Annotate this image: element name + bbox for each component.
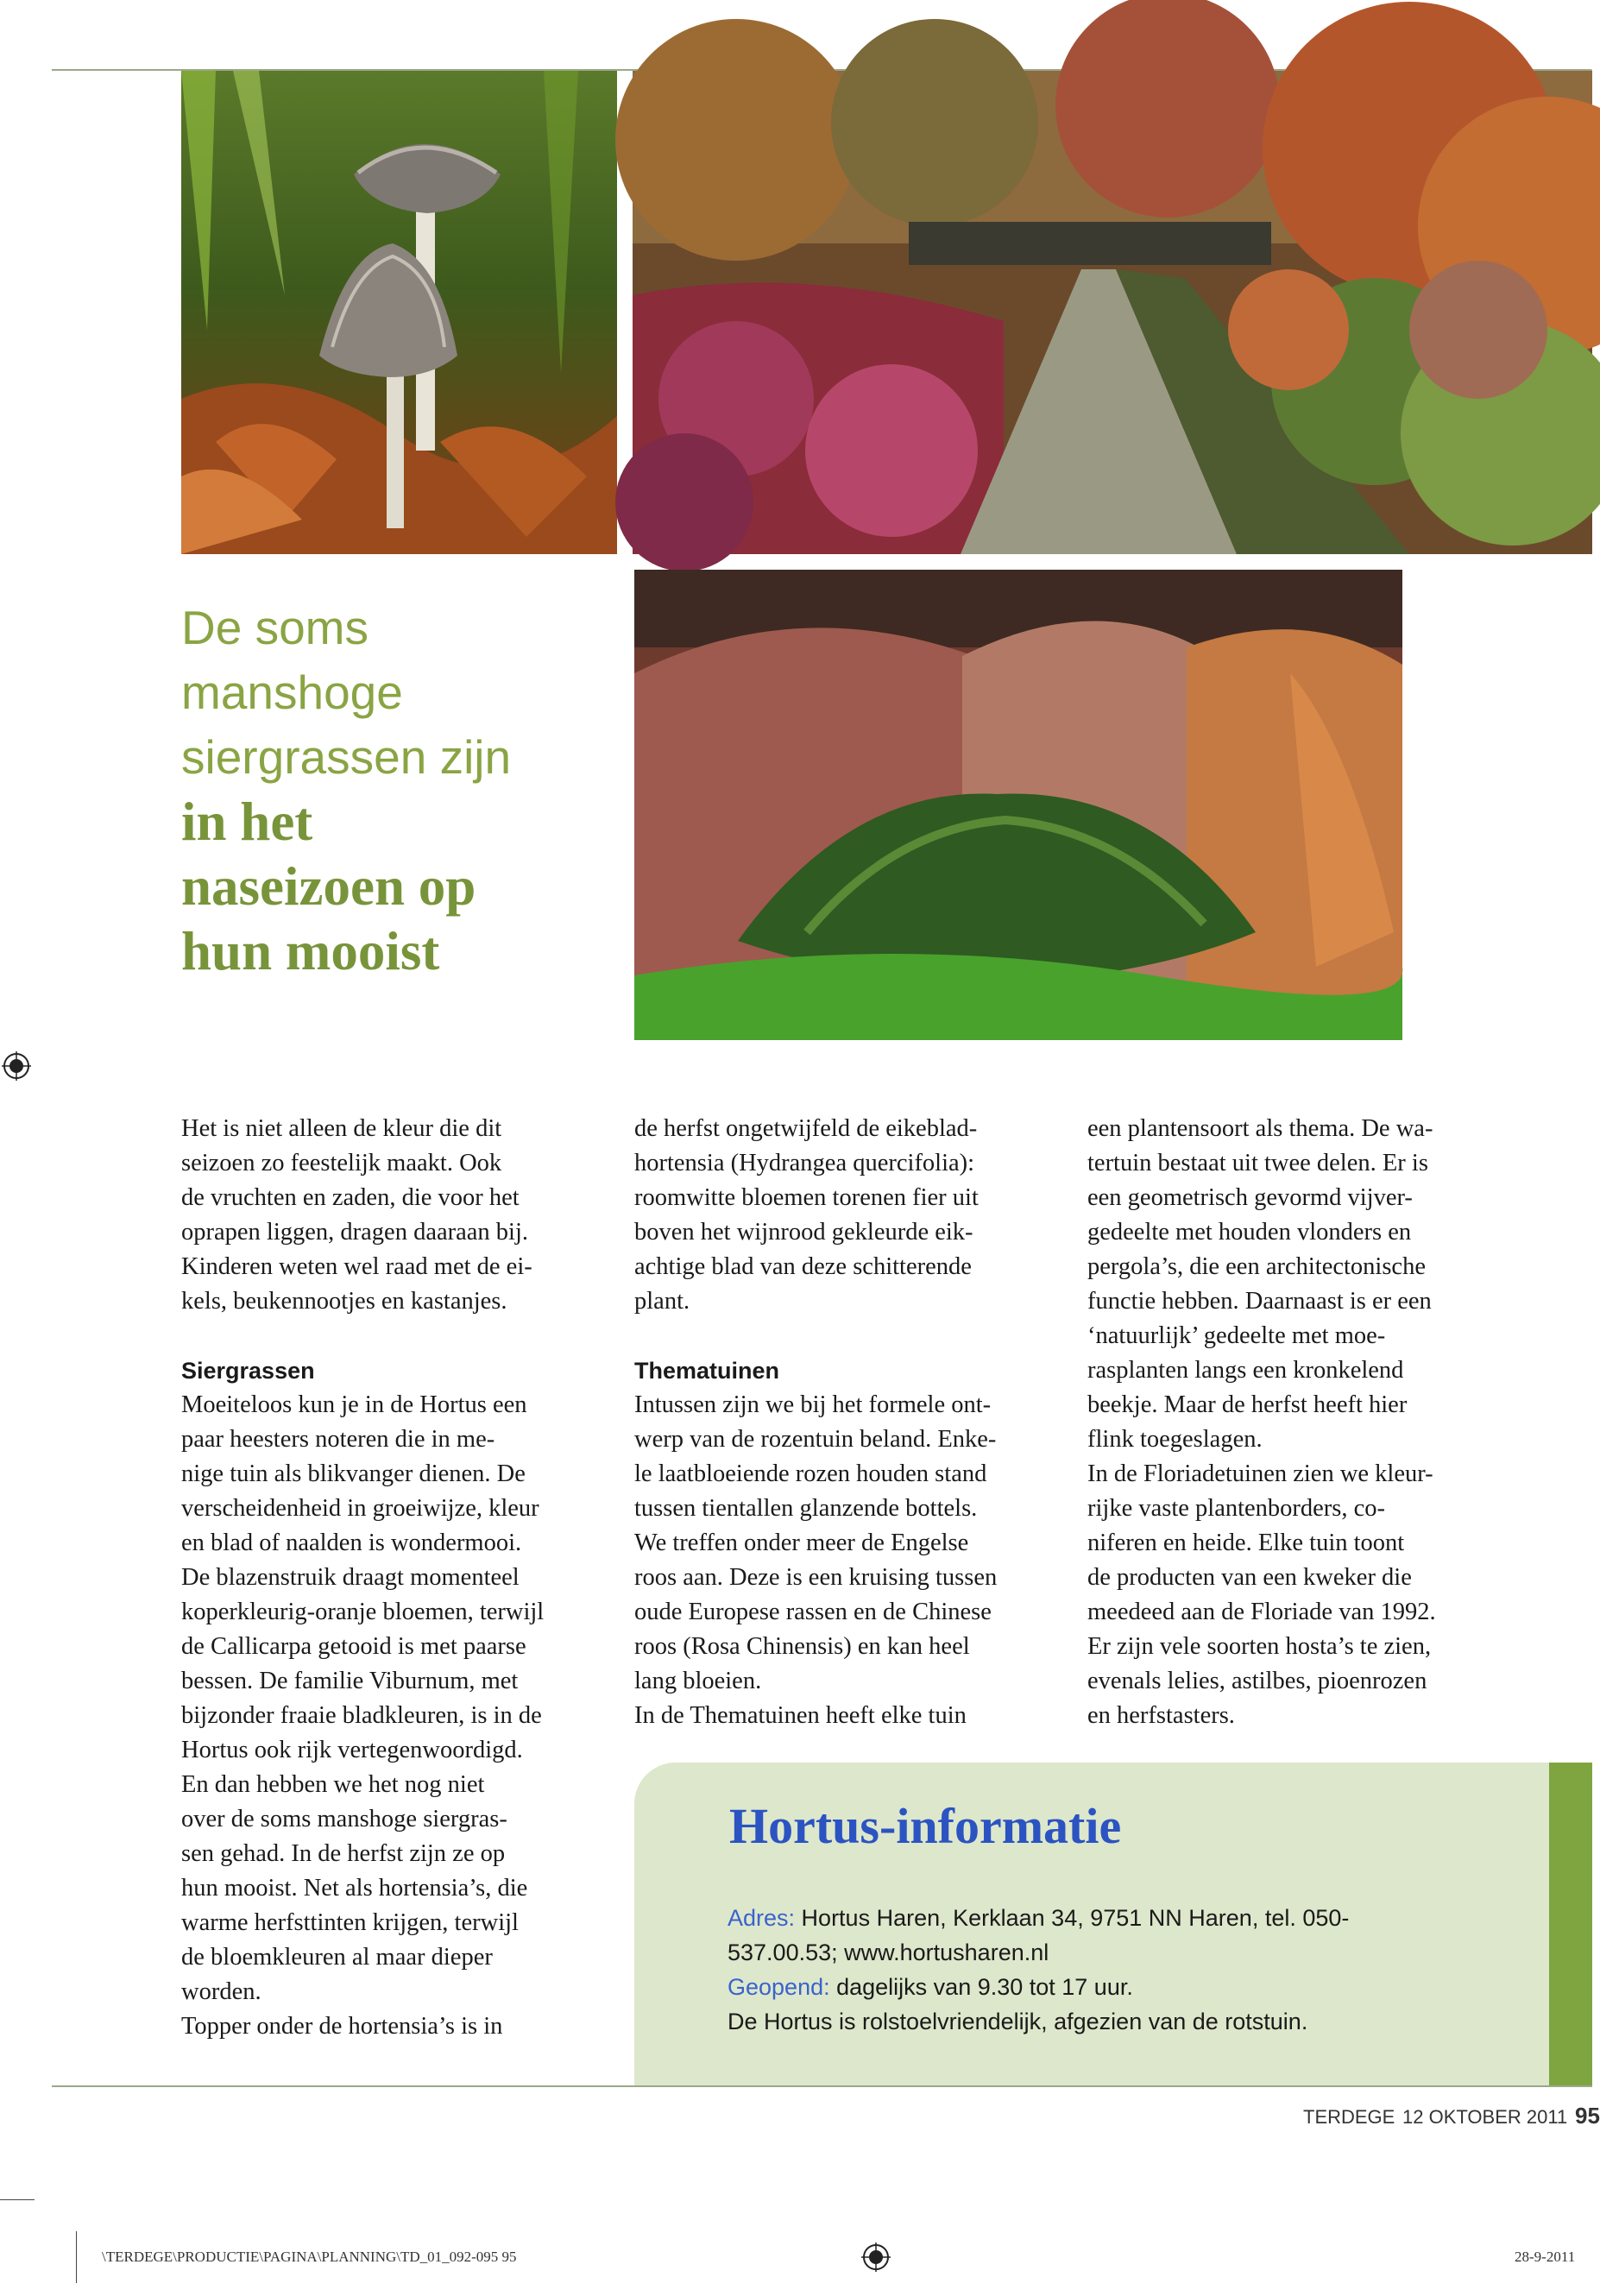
text-line: boven het wijnrood gekleurde eik- [634, 1219, 973, 1246]
text-line: In de Thematuinen heeft elke tuin [634, 1702, 967, 1729]
text-line: de producten van een kweker die [1087, 1564, 1412, 1591]
text-line: seizoen zo feestelijk maakt. Ook [181, 1150, 502, 1176]
bottom-rule [52, 2085, 1592, 2087]
text-line: rasplanten langs een kronkelend [1087, 1357, 1404, 1384]
text-line: en herfstasters. [1087, 1702, 1235, 1729]
text-line: oude Europese rassen en de Chinese [634, 1599, 992, 1625]
text-line: rijke vaste plantenborders, co- [1087, 1495, 1386, 1522]
text-line: hortensia (Hydrangea quercifolia): [634, 1150, 975, 1176]
text-line: werp van de rozentuin beland. Enke- [634, 1426, 997, 1453]
text-line: Het is niet alleen de kleur die dit [181, 1115, 502, 1142]
page-number: 95 [1575, 2103, 1600, 2129]
crop-mark [0, 2199, 35, 2200]
text-line: de Callicarpa getooid is met paarse [181, 1633, 526, 1660]
text-line: Er zijn vele soorten hosta’s te zien, [1087, 1633, 1432, 1660]
info-address-line [728, 1901, 1418, 1935]
slug-path: \TERDEGE\PRODUCTIE\PAGINA\PLANNING\TD_01_092-095 95 [102, 2249, 517, 2265]
text-line: warme herfsttinten krijgen, terwijl [181, 1909, 519, 1936]
text-line: niferen en heide. Elke tuin toont [1087, 1530, 1405, 1556]
text-line: lang bloeien. [634, 1668, 762, 1694]
text-line: bijzonder fraaie bladkleuren, is in de [181, 1702, 542, 1729]
text-line: tussen tientallen glanzende bottels. [634, 1495, 978, 1522]
text-line: functie hebben. Daarnaast is er een [1087, 1288, 1432, 1315]
pull-quote-line: in het [181, 792, 313, 852]
open-text: dagelijks van 9.30 tot 17 uur. [829, 1974, 1133, 2000]
address-label: Adres: [728, 1905, 796, 1931]
grasses-photo [634, 570, 1402, 1040]
text-line: roos aan. Deze is een kruising tussen [634, 1564, 998, 1591]
text-line: Intussen zijn we bij het formele ont- [634, 1391, 992, 1418]
info-address-line-2: 537.00.53; www.hortusharen.nl [728, 1940, 1049, 1965]
article-column-1 [181, 1112, 604, 2044]
text-line: plant. [634, 1288, 690, 1315]
pull-quote-line: De soms [181, 601, 369, 654]
slug-date: 28-9-2011 [1515, 2249, 1576, 2265]
text-line: een geometrisch gevormd vijver- [1087, 1184, 1413, 1211]
text-line: sen gehad. In de herfst zijn ze op [181, 1840, 506, 1867]
garden-path-photo [633, 71, 1592, 554]
text-line: Topper onder de hortensia’s is in [181, 2013, 503, 2040]
registration-mark-icon [861, 2242, 891, 2272]
text-line: pergola’s, die een architectonische [1087, 1253, 1426, 1280]
article-paragraph [1087, 1112, 1510, 1733]
info-box-title: Hortus-informatie [729, 1798, 1122, 1854]
article-paragraph [634, 1388, 1057, 1733]
text-line: de vruchten en zaden, die voor het [181, 1184, 520, 1211]
text-line: In de Floriadetuinen zien we kleur- [1087, 1460, 1433, 1487]
text-line: We treffen onder meer de Engelse [634, 1530, 969, 1556]
section-heading: Siergrassen [181, 1358, 315, 1384]
open-label: Geopend: [728, 1974, 830, 2000]
footer-brand: TERDEGE [1303, 2106, 1395, 2128]
address-text: Hortus Haren, Kerklaan 34, 9751 NN Haren, tel. 050- [795, 1905, 1350, 1931]
text-line: paar heesters noteren die in me- [181, 1426, 495, 1453]
text-line: Kinderen weten wel raad met de ei- [181, 1253, 532, 1280]
info-opening-hours [728, 1970, 1418, 2004]
text-line: nige tuin als blikvanger dienen. De [181, 1460, 526, 1487]
pull-quote-line: hun mooist [181, 921, 440, 981]
text-line: Moeiteloos kun je in de Hortus een [181, 1391, 527, 1418]
pull-quote-line: siergrassen zijn [181, 730, 512, 784]
text-line: Hortus ook rijk vertegenwoordigd. [181, 1737, 523, 1763]
text-line: oprapen liggen, dragen daaraan bij. [181, 1219, 528, 1246]
text-line: roomwitte bloemen torenen fier uit [634, 1184, 979, 1211]
text-line: een plantensoort als thema. De wa- [1087, 1115, 1433, 1142]
pull-quote [181, 596, 587, 984]
text-line: bessen. De familie Viburnum, met [181, 1668, 519, 1694]
text-line: ‘natuurlijk’ gedeelte met moe- [1087, 1322, 1386, 1349]
text-line: en blad of naalden is wondermooi. [181, 1530, 522, 1556]
text-line: over de soms manshoge siergras- [181, 1806, 507, 1832]
text-line: tertuin bestaat uit twee delen. Er is [1087, 1150, 1428, 1176]
hortus-info-box [634, 1763, 1549, 2086]
mushroom-photo [181, 71, 617, 554]
text-line: le laatbloeiende rozen houden stand [634, 1460, 987, 1487]
info-box-accent-bar [1549, 1763, 1592, 2086]
text-line: hun mooist. Net als hortensia’s, die [181, 1875, 528, 1902]
article-paragraph [181, 1388, 604, 2044]
article-paragraph [181, 1112, 604, 1319]
text-line: De blazenstruik draagt momenteel [181, 1564, 520, 1591]
section-heading: Thematuinen [634, 1358, 780, 1384]
text-line: de herfst ongetwijfeld de eikeblad- [634, 1115, 978, 1142]
text-line: beekje. Maar de herfst heeft hier [1087, 1391, 1408, 1418]
text-line: worden. [181, 1978, 261, 2005]
text-line: verscheidenheid in groeiwijze, kleur [181, 1495, 539, 1522]
registration-mark-icon [2, 1051, 31, 1081]
text-line: evenals lelies, astilbes, pioenrozen [1087, 1668, 1427, 1694]
info-accessibility-note: De Hortus is rolstoelvriendelijk, afgezien van de rotstuin. [728, 2009, 1308, 2034]
text-line: gedeelte met houden vlonders en [1087, 1219, 1412, 1246]
pull-quote-line: manshoge [181, 665, 403, 719]
text-line: de bloemkleuren al maar dieper [181, 1944, 493, 1971]
text-line: En dan hebben we het nog niet [181, 1771, 485, 1798]
text-line: flink toegeslagen. [1087, 1426, 1263, 1453]
pull-quote-line: naseizoen op [181, 856, 476, 917]
text-line: koperkleurig-oranje bloemen, terwijl [181, 1599, 545, 1625]
footer-date: 12 OKTOBER 2011 [1402, 2106, 1568, 2128]
text-line: kels, beukennootjes en kastanjes. [181, 1288, 507, 1315]
text-line: meedeed aan de Floriade van 1992. [1087, 1599, 1436, 1625]
article-paragraph [634, 1112, 1057, 1319]
crop-mark [76, 2231, 77, 2283]
text-line: achtige blad van deze schitterende [634, 1253, 972, 1280]
text-line: roos (Rosa Chinensis) en kan heel [634, 1633, 970, 1660]
article-column-3 [1087, 1112, 1510, 1733]
article-column-2 [634, 1112, 1057, 1733]
